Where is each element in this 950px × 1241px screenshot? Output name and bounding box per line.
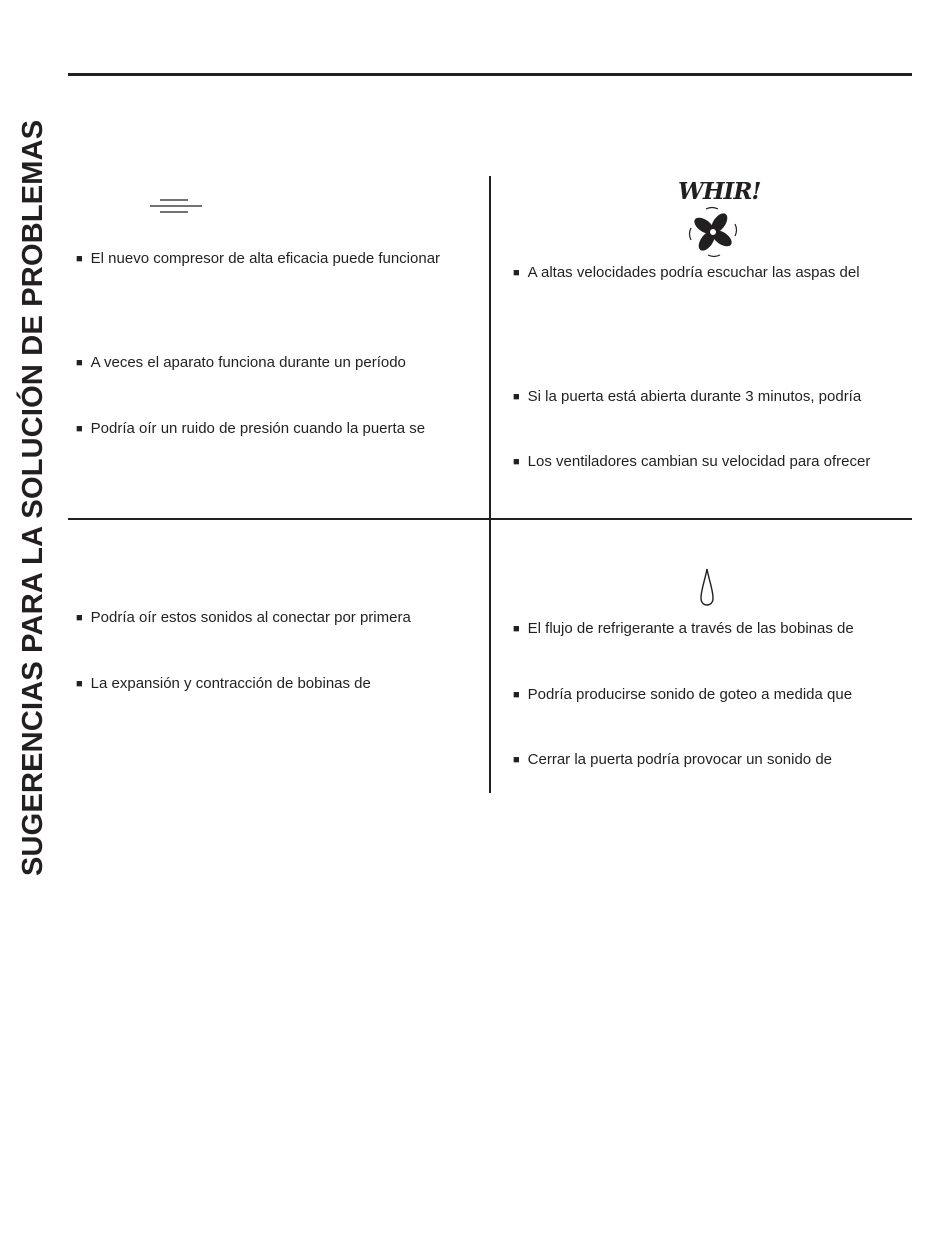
list-item: ■ La expansión y contracción de bobinas de xyxy=(76,675,371,692)
list-item: ■ El flujo de refrigerante a través de las bobinas de xyxy=(513,620,854,637)
hum-lines-icon xyxy=(148,198,204,216)
list-item: ■ Cerrar la puerta podría provocar un sonido de xyxy=(513,751,832,768)
list-item: ■ Los ventiladores cambian su velocidad para ofrecer xyxy=(513,453,871,470)
fan-icon xyxy=(686,206,740,258)
list-item: ■ Podría oír un ruido de presión cuando la puerta se xyxy=(76,420,426,437)
list-item: ■ El nuevo compresor de alta eficacia puede funcionar xyxy=(76,250,441,267)
water-drop-icon xyxy=(700,568,714,606)
list-item: ■ A altas velocidades podría escuchar las aspas del xyxy=(513,264,860,281)
whir-label: WHIR! xyxy=(678,178,761,205)
list-item: ■ Si la puerta está abierta durante 3 minutos, podría xyxy=(513,388,862,405)
list-item: ■ Podría producirse sonido de goteo a medida que xyxy=(513,686,853,703)
list-item: ■ Podría oír estos sonidos al conectar por primera xyxy=(76,609,411,626)
vertical-divider xyxy=(489,176,491,793)
horizontal-divider xyxy=(68,518,912,520)
list-item: ■ A veces el aparato funciona durante un período xyxy=(76,354,406,371)
header-rule xyxy=(68,73,912,76)
sidebar-title: SUGERENCIAS PARA LA SOLUCIÓN DE PROBLEMAS xyxy=(17,119,49,876)
